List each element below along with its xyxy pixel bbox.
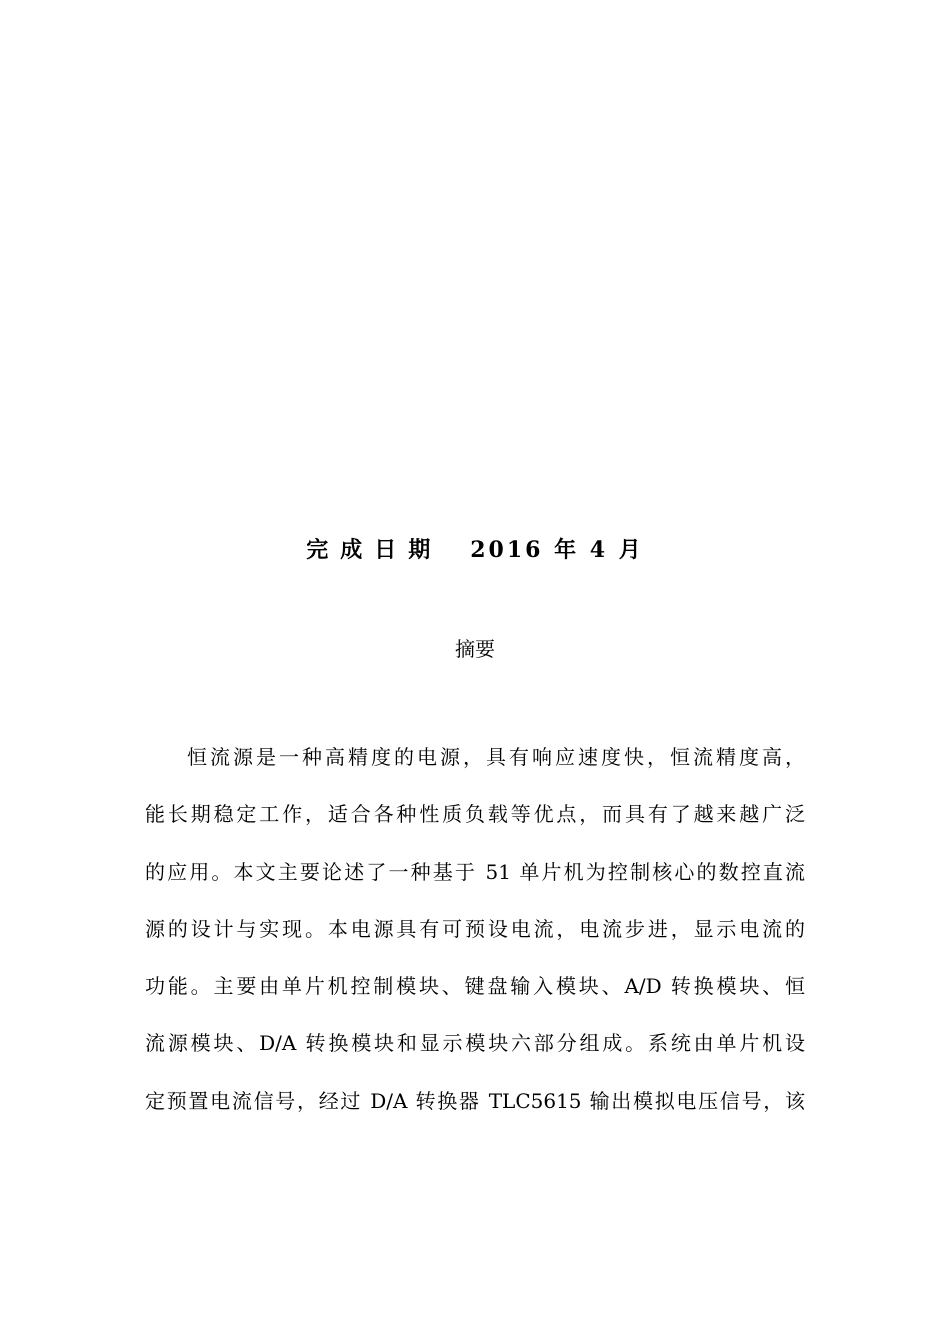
- abstract-body: [145, 729, 805, 1130]
- abstract-line: 源的设计与实现。本电源具有可预设电流，电流步进，显示电流的: [145, 916, 805, 941]
- abstract-heading: 摘要: [455, 637, 495, 661]
- abstract-line: 流源模块、D/A 转换模块和显示模块六部分组成。系统由单片机设: [145, 1031, 805, 1056]
- abstract-line: 的应用。本文主要论述了一种基于 51 单片机为控制核心的数控直流: [145, 859, 805, 884]
- abstract-line: 恒流源是一种高精度的电源，具有响应速度快，恒流精度高，: [187, 745, 805, 769]
- completion-date-line: [0, 528, 950, 572]
- abstract-line: 功能。主要由单片机控制模块、键盘输入模块、A/D 转换模块、恒: [145, 974, 805, 999]
- abstract-line: 能长期稳定工作，适合各种性质负载等优点，而具有了越来越广泛: [145, 802, 805, 827]
- abstract-line: 定预置电流信号，经过 D/A 转换器 TLC5615 输出模拟电压信号，该: [145, 1088, 805, 1113]
- completion-date-label: 完成日期: [306, 537, 443, 563]
- completion-date-value: 2016 年 4 月: [470, 537, 644, 563]
